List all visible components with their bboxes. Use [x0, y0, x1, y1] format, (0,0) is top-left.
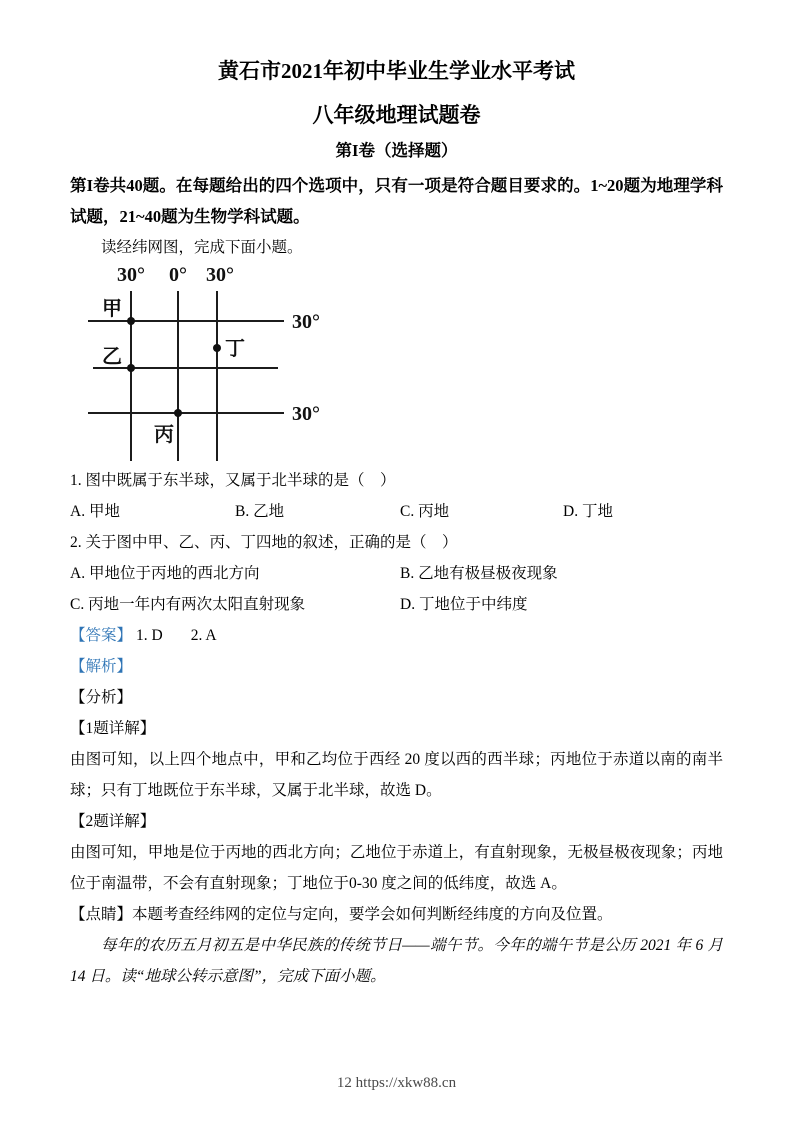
point-bing-marker — [174, 409, 182, 417]
point-bing-label: 丙 — [154, 424, 174, 446]
exam-subtitle: 八年级地理试题卷 — [312, 103, 481, 127]
lat-label-30s: 30° — [292, 403, 320, 425]
point-jia-marker — [127, 317, 135, 325]
lat-lon-grid-figure — [86, 263, 336, 465]
answer-q1: 1. D — [136, 627, 163, 644]
q1-option-a: A. 甲地 — [70, 503, 120, 520]
passage-1: 读经纬网图，完成下面小题。 — [101, 239, 303, 256]
lat-label-30n: 30° — [292, 311, 320, 333]
page-footer: 12 https://xkw88.cn — [336, 1075, 457, 1091]
point-ding-marker — [213, 344, 221, 352]
question-1-stem: 1. 图中既属于东半球，又属于北半球的是（ ） — [70, 472, 396, 489]
fenxi-label: 【分析】 — [70, 689, 133, 706]
point-yi-marker — [127, 364, 135, 372]
q2-option-c: C. 丙地一年内有两次太阳直射现象 — [70, 596, 306, 613]
lon-label-30e: 30° — [206, 264, 234, 286]
lon-label-0: 0° — [169, 264, 187, 286]
q2-option-d: D. 丁地位于中纬度 — [400, 596, 528, 613]
point-jia-label: 甲 — [102, 298, 122, 320]
answer-q2: 2. A — [190, 627, 217, 644]
jiexi-label: 【解析】 — [70, 658, 133, 675]
exam-title: 黄石市2021年初中毕业生学业水平考试 — [218, 59, 575, 83]
question-2-options — [70, 558, 723, 620]
detail-1-label: 【1题详解】 — [70, 720, 156, 737]
q2-option-b: B. 乙地有极昼极夜现象 — [400, 565, 558, 582]
figure-labels — [102, 264, 320, 446]
q1-option-d: D. 丁地 — [563, 503, 613, 520]
question-2-stem: 2. 关于图中甲、乙、丙、丁四地的叙述，正确的是（ ） — [70, 534, 458, 551]
point-yi-label: 乙 — [102, 346, 122, 368]
passage-2: 每年的农历五月初五是中华民族的传统节日——端午节。今年的端午节是公历 2021 年 6 月 14 日。读“地球公转示意图”，完成下面小题。 — [70, 937, 723, 985]
detail-2-label: 【2题详解】 — [70, 813, 156, 830]
question-1-options — [70, 496, 723, 527]
q1-option-b: B. 乙地 — [235, 503, 285, 520]
intro-paragraph: 第I卷共40题。在每题给出的四个选项中，只有一项是符合题目要求的。1~20题为地理学科试题，21~40题为生物学科试题。 — [70, 176, 723, 226]
dianjing-line: 【点睛】本题考查经纬网的定位与定向，要学会如何判断经纬度的方向及位置。 — [70, 906, 613, 923]
q2-option-a: A. 甲地位于丙地的西北方向 — [70, 565, 260, 582]
answer-label: 【答案】 — [70, 627, 133, 644]
q1-option-c: C. 丙地 — [400, 503, 450, 520]
answer-line — [70, 620, 723, 651]
point-ding-label: 丁 — [225, 338, 245, 360]
lon-label-30w: 30° — [117, 264, 145, 286]
section-header: 第I卷（选择题） — [335, 141, 458, 160]
detail-2-text: 由图可知，甲地是位于丙地的西北方向；乙地位于赤道上，有直射现象，无极昼极夜现象；丙地位于南温带，不会有直射现象；丁地位于0-30 度之间的低纬度，故选 A。 — [70, 844, 723, 892]
detail-1-text: 由图可知，以上四个地点中，甲和乙均位于西经 20 度以西的西半球；丙地位于赤道以南的南半球；只有丁地既位于东半球，又属于北半球，故选 D。 — [70, 751, 723, 799]
